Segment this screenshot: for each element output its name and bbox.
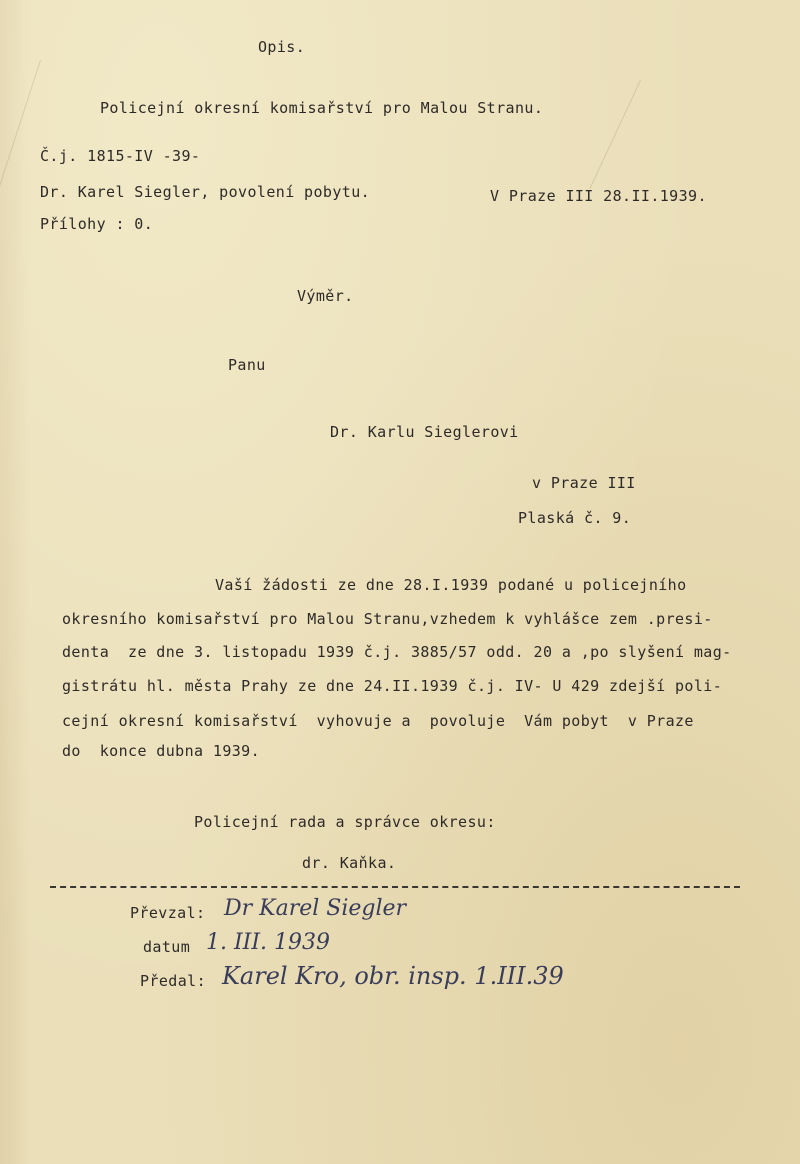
document-heading: Opis.	[258, 38, 306, 56]
signatory-title: Policejní rada a správce okresu:	[194, 813, 496, 831]
addressee-city: v Praze III	[532, 474, 636, 492]
body-line: Vaší žádosti ze dne 28.I.1939 podané u policejního	[215, 576, 687, 594]
received-label: Převzal:	[130, 904, 206, 922]
attachments-line: Přílohy : 0.	[40, 215, 154, 233]
body-line: denta ze dne 3. listopadu 1939 č.j. 3885/57 odd. 20 a ,po slyšení mag-	[62, 643, 732, 661]
office-name: Policejní okresní komisařství pro Malou Stranu.	[100, 99, 544, 117]
signatory-name: dr. Kaňka.	[302, 854, 397, 872]
place-date: V Praze III 28.II.1939.	[490, 187, 707, 205]
body-line: okresního komisařství pro Malou Stranu,vzhedem k vyhlášce zem .presi-	[62, 610, 713, 628]
body-line: do konce dubna 1939.	[62, 742, 261, 760]
handed-signature: Karel Kro, obr. insp. 1.III.39	[222, 962, 564, 990]
date-handwritten: 1. III. 1939	[206, 930, 331, 955]
body-line: gistrátu hl. města Prahy ze dne 24.II.1939 č.j. IV- U 429 zdejší poli-	[62, 677, 723, 695]
separator-line	[50, 886, 740, 888]
paper-crease	[589, 80, 641, 189]
subject-line: Dr. Karel Siegler, povolení pobytu.	[40, 183, 371, 201]
addressee-street: Plaská č. 9.	[518, 509, 632, 527]
date-label: datum	[143, 938, 191, 956]
handed-label: Předal:	[140, 972, 207, 990]
salutation: Panu	[228, 356, 266, 374]
paper-crease	[0, 60, 41, 346]
document-title: Výměr.	[297, 287, 354, 305]
body-line: cejní okresní komisařství vyhovuje a povoluje Vám pobyt v Praze	[62, 712, 694, 730]
addressee-name: Dr. Karlu Sieglerovi	[330, 423, 519, 441]
received-signature: Dr Karel Siegler	[224, 896, 407, 921]
reference-number: Č.j. 1815-IV -39-	[40, 147, 201, 165]
